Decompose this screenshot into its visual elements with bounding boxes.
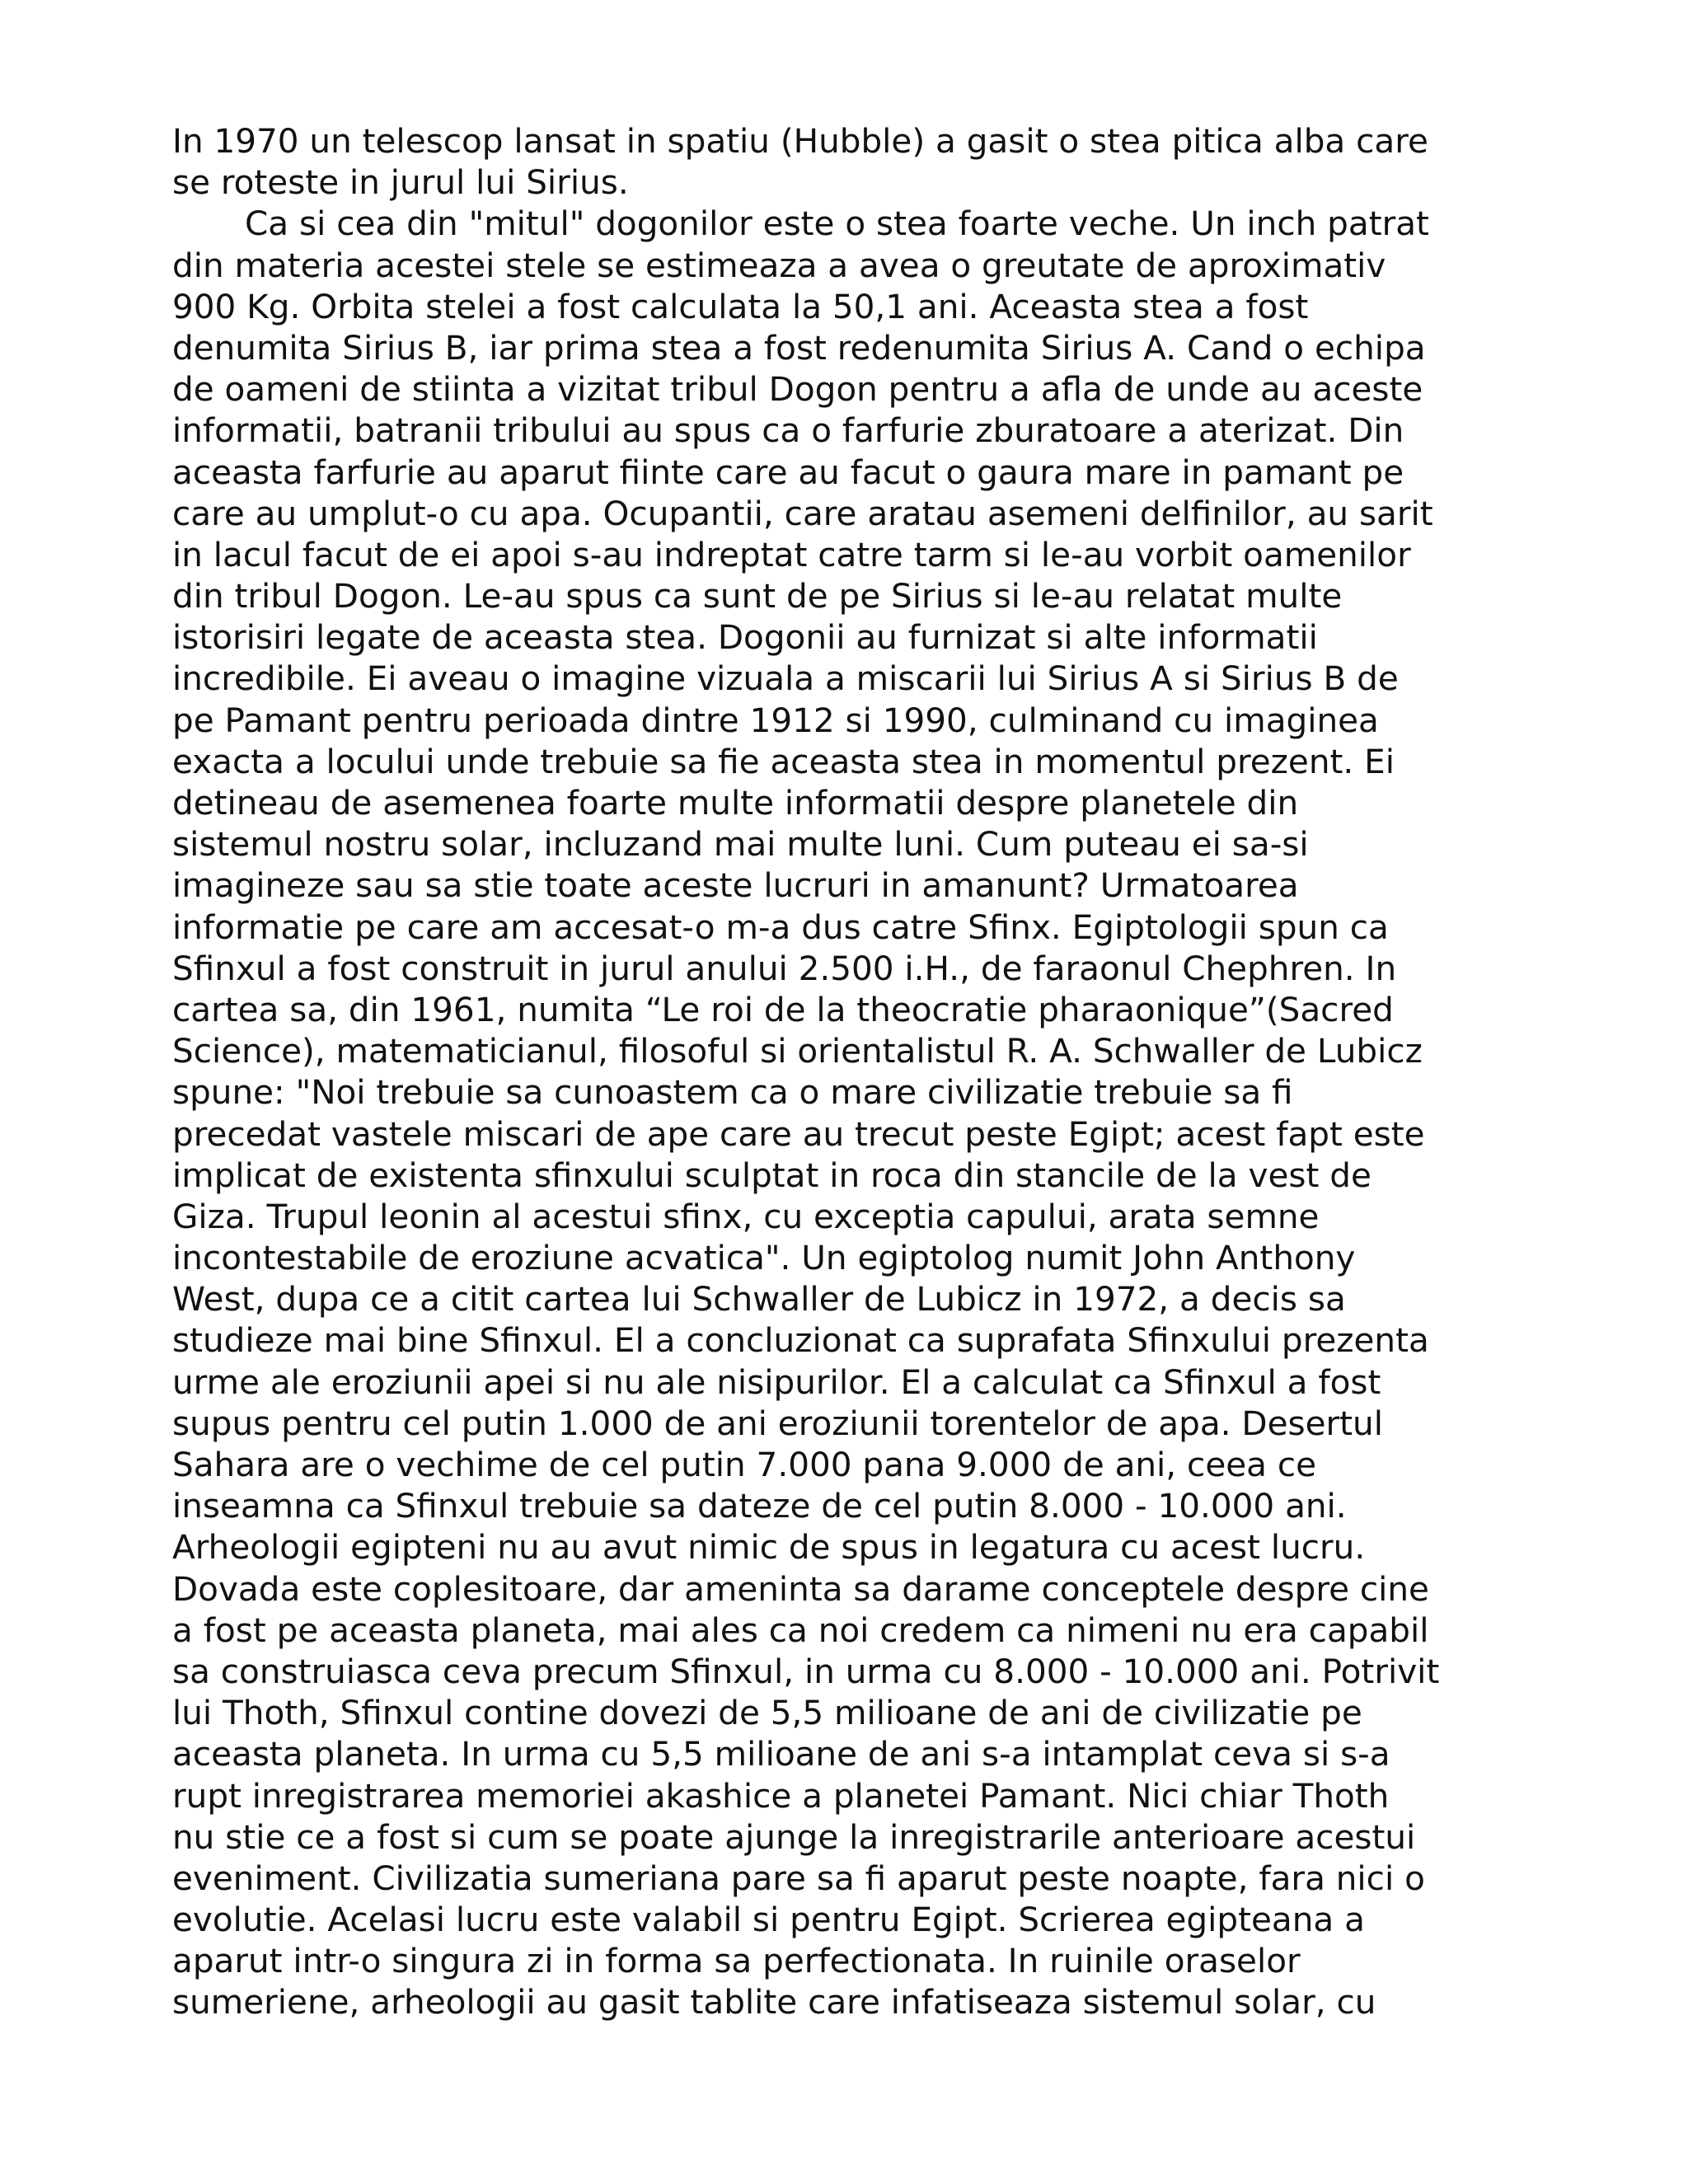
text-line: nu stie ce a fost si cum se poate ajunge la inregistrarile anterioare acestui [172,1816,1416,1857]
text-line: Arheologii egipteni nu au avut nimic de spus in legatura cu acest lucru. [172,1527,1366,1568]
text-line: inseamna ca Sfinxul trebuie sa dateze de cel putin 8.000 - 10.000 ani. [172,1486,1347,1526]
text-line: rupt inregistrarea memoriei akashice a planetei Pamant. Nici chiar Thoth [172,1775,1390,1816]
text-line: imagineze sau sa stie toate aceste lucruri in amanunt? Urmatoarea [172,865,1299,906]
text-line: exacta a locului unde trebuie sa fie aceasta stea in momentul prezent. Ei [172,741,1395,781]
text-line: denumita Sirius B, iar prima stea a fost redenumita Sirius A. Cand o echipa [172,327,1426,368]
text-line: aceasta planeta. In urma cu 5,5 milioane de ani s-a intamplat ceva si s-a [172,1734,1390,1774]
text-line: informatie pe care am accesat-o m-a dus catre Sfinx. Egiptologii spun ca [172,907,1389,947]
text-line: sistemul nostru solar, incluzand mai multe luni. Cum puteau ei sa-si [172,824,1309,865]
text-line-indented: Ca si cea din "mitul" dogonilor este o stea foarte veche. Un inch patrat [245,204,1429,244]
text-line: incontestabile de eroziune acvatica". Un egiptolog numit John Anthony [172,1238,1356,1278]
text-line: din tribul Dogon. Le-au spus ca sunt de pe Sirius si le-au relatat multe [172,576,1343,616]
text-line: Sahara are o vechime de cel putin 7.000 pana 9.000 de ani, ceea ce [172,1445,1317,1484]
text-line: din materia acestei stele se estimeaza a avea o greutate de aproximativ [172,245,1386,285]
text-line: West, dupa ce a citit cartea lui Schwaller de Lubicz in 1972, a decis sa [172,1279,1346,1319]
text-line: precedat vastele miscari de ape care au trecut peste Egipt; acest fapt este [172,1113,1425,1154]
text-line: pe Pamant pentru perioada dintre 1912 si 1990, culminand cu imaginea [172,700,1379,740]
text-line: supus pentru cel putin 1.000 de ani eroziunii torentelor de apa. Desertul [172,1403,1383,1443]
text-line: sa construiasca ceva precum Sfinxul, in urma cu 8.000 - 10.000 ani. Potrivit [172,1651,1440,1691]
body-text [172,120,1557,2023]
text-line: lui Thoth, Sfinxul contine dovezi de 5,5 milioane de ani de civilizatie pe [172,1693,1362,1733]
text-line: Giza. Trupul leonin al acestui sfinx, cu exceptia capului, arata semne [172,1196,1320,1236]
text-line: Science), matematicianul, filosoful si orientalistul R. A. Schwaller de Lubicz [172,1031,1423,1071]
text-line: care au umplut-o cu apa. Ocupantii, care aratau asemeni delfinilor, au sarit [172,493,1433,533]
text-line: a fost pe aceasta planeta, mai ales ca noi credem ca nimeni nu era capabil [172,1610,1429,1650]
text-line: se roteste in jurul lui Sirius. [172,162,629,203]
text-line: in lacul facut de ei apoi s-au indreptat catre tarm si le-au vorbit oamenilor [172,534,1411,574]
text-line: detineau de asemenea foarte multe informatii despre planetele din [172,783,1299,823]
text-line: cartea sa, din 1961, numita “Le roi de la theocratie pharaonique”(Sacred [172,989,1394,1029]
text-line: In 1970 un telescop lansat in spatiu (Hubble) a gasit o stea pitica alba care [172,121,1428,161]
text-line: aparut intr-o singura zi in forma sa perfectionata. In ruinile oraselor [172,1941,1301,1981]
text-line: Sfinxul a fost construit in jurul anului 2.500 i.H., de faraonul Chephren. In [172,948,1397,988]
text-line: aceasta farfurie au aparut fiinte care au facut o gaura mare in pamant pe [172,452,1404,492]
text-line: istorisiri legate de aceasta stea. Dogonii au furnizat si alte informatii [172,617,1318,658]
text-line: spune: "Noi trebuie sa cunoastem ca o mare civilizatie trebuie sa fi [172,1072,1293,1113]
text-line: studieze mai bine Sfinxul. El a concluzionat ca suprafata Sfinxului prezenta [172,1320,1429,1361]
text-line: informatii, batranii tribului au spus ca o farfurie zburatoare a aterizat. Din [172,410,1404,451]
text-line: sumeriene, arheologii au gasit tablite care infatiseaza sistemul solar, cu [172,1982,1376,2022]
text-line: eveniment. Civilizatia sumeriana pare sa fi aparut peste noapte, fara nici o [172,1858,1425,1898]
text-line: urme ale eroziunii apei si nu ale nisipurilor. El a calculat ca Sfinxul a fost [172,1361,1381,1402]
text-line: Dovada este coplesitoare, dar ameninta sa darame conceptele despre cine [172,1568,1429,1609]
text-line: implicat de existenta sfinxului sculptat in roca din stancile de la vest de [172,1155,1372,1195]
text-line: de oameni de stiinta a vizitat tribul Dogon pentru a afla de unde au aceste [172,369,1423,410]
text-line: incredibile. Ei aveau o imagine vizuala a miscarii lui Sirius A si Sirius B de [172,658,1399,699]
text-line: evolutie. Acelasi lucru este valabil si pentru Egipt. Scrierea egipteana a [172,1900,1365,1940]
text-line: 900 Kg. Orbita stelei a fost calculata la 50,1 ani. Aceasta stea a fost [172,286,1309,326]
